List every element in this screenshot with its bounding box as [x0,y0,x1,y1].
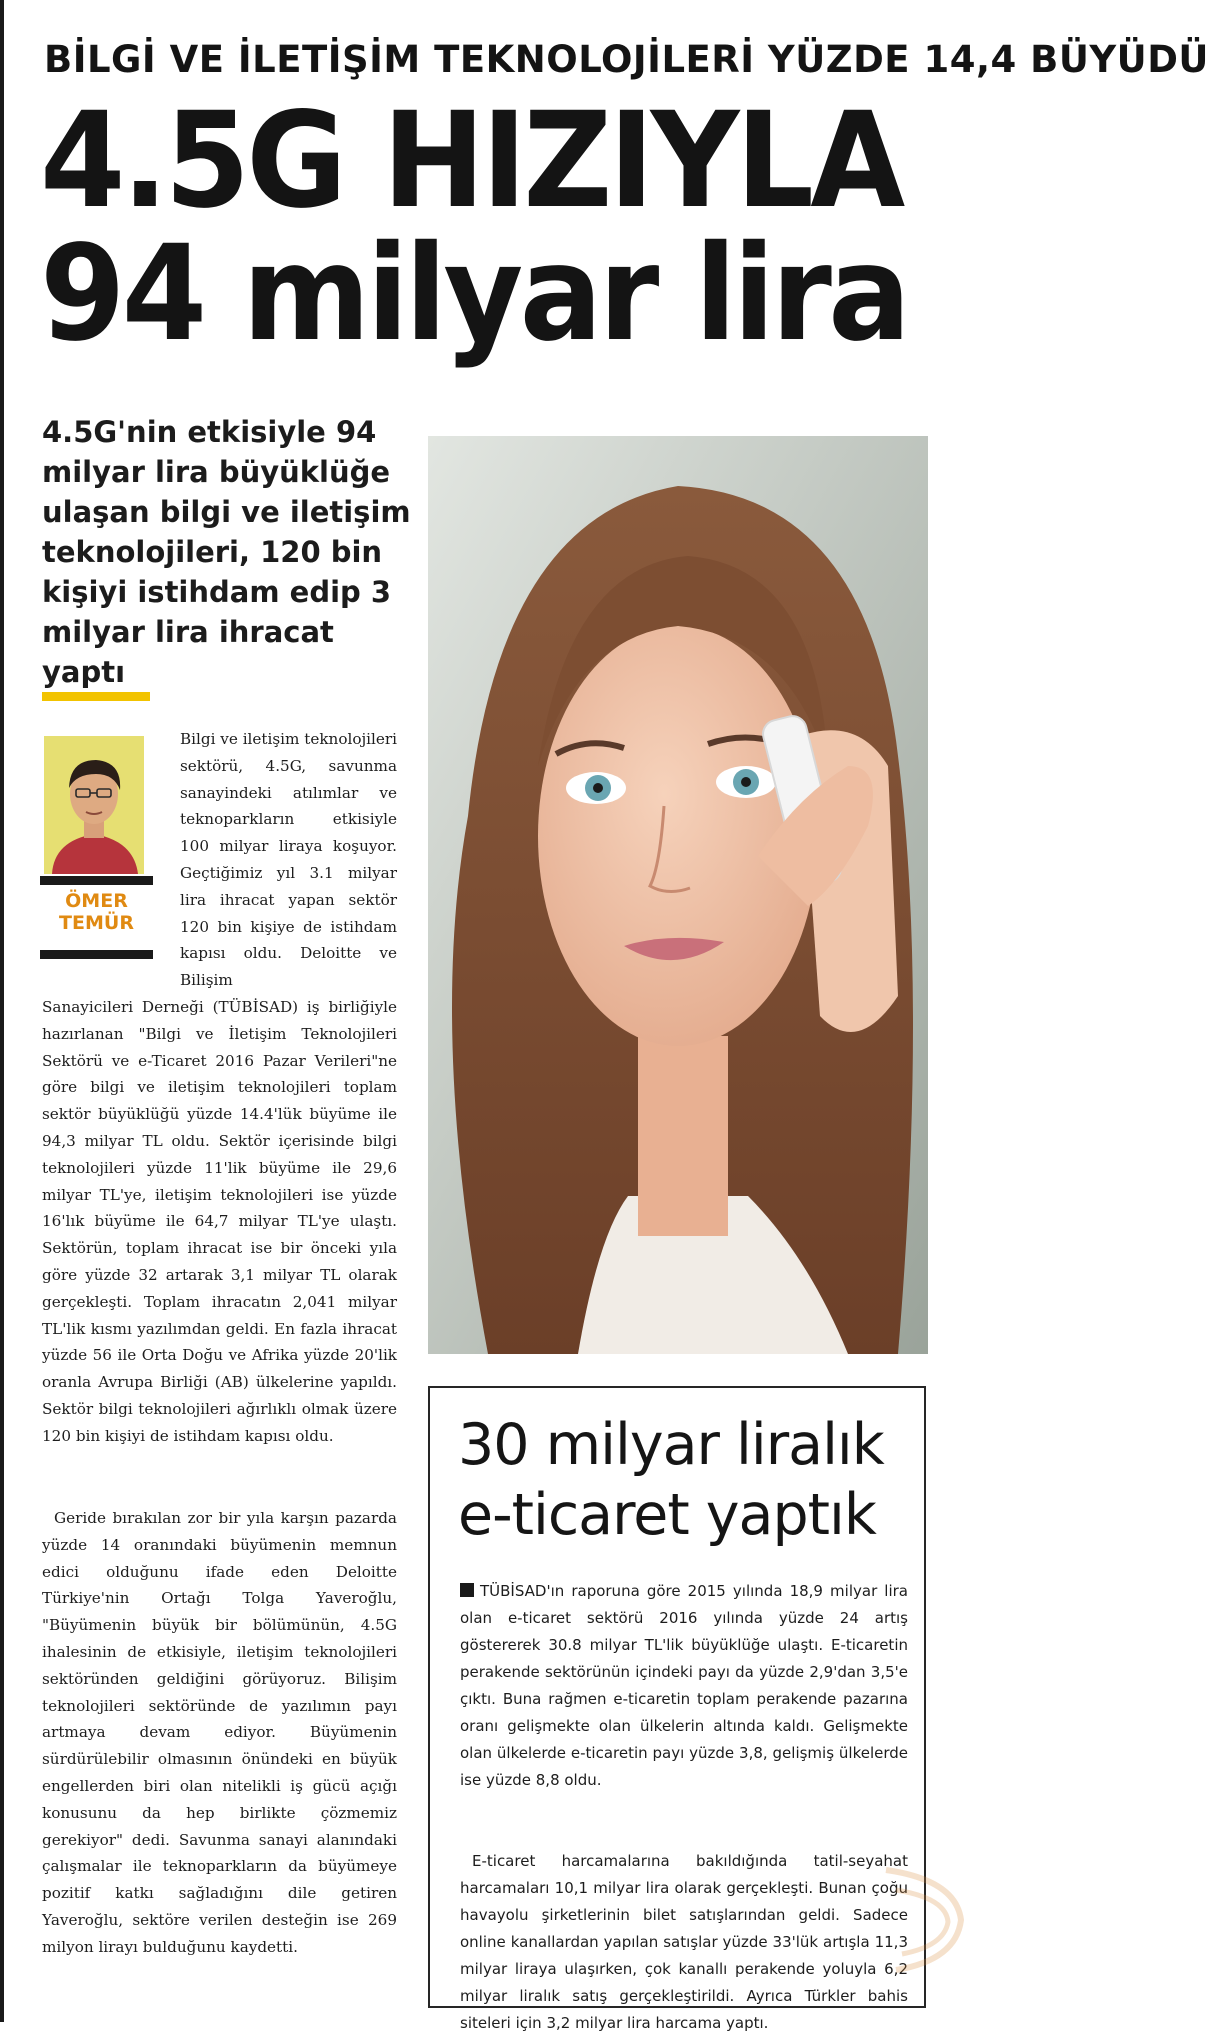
sidebar-box [428,1386,926,2032]
headline-line-2: 94 milyar lira [40,217,908,371]
lede-summary: 4.5G'nin etkisiyle 94 milyar lira büyüklüğe ulaşan bilgi ve iletişim teknolojileri, 120 bin kişiyi istihdam edip 3 milyar lira ihracat yaptı [42,415,411,689]
sidebar-box-paragraph-1 [460,1578,908,1794]
left-column-rule [0,0,4,2022]
bullet-square-icon [460,1583,474,1597]
headline-line-1: 4.5G HIZIYLA [40,84,902,238]
article-paragraph-1 [42,726,397,1450]
sidebar-box-paragraph-1-text: TÜBİSAD'ın raporuna göre 2015 yılında 18,9 milyar lira olan e-ticaret sektörü 2016 yılında yüzde 24 artış göstererek 30.8 milyar TL'lik büyüklüğe ulaştı. E-ticaretin perakende sektörünün içindeki payı da yüzde 2,9'dan 3,5'e çıktı. Buna rağmen e-ticaretin toplam perakende pazarına oranı gelişmekte olan ülkelerin altında kaldı. Gelişmekte olan ülkelerde e-ticaretin payı yüzde 3,8, gelişmiş ülkelerde ise yüzde 8,8 oldu. [460,1582,908,1789]
watermark-icon [866,1850,976,1990]
article-paragraph-1-wrap: Bilgi ve iletişim teknolojileri sektörü, 4.5G, savunma sanayindeki atılımlar ve teknoparkların etkisiyle 100 milyar liraya koşuyor. Geçtiğimiz yıl 3.1 milyar lira ihracat yapan sektör 120 bin kişiye de istihdam kapısı oldu. Deloitte ve Bilişim [180,730,397,990]
author-first-name: ÖMER [65,890,128,912]
sidebar-box-title-line-2: e-ticaret yaptık [458,1482,876,1548]
sidebar-box-title-line-1: 30 milyar liralık [458,1412,884,1478]
accent-bar [42,692,150,701]
author-last-name: TEMÜR [59,912,134,934]
woman-phone-photo [428,436,928,1354]
sidebar-box-paragraph-2: E-ticaret harcamalarına bakıldığında tatil-seyahat harcamaları 10,1 milyar lira olarak gerçekleşti. Bunan çoğu havayolu şirketlerinin bilet satışlarından geldi. Sadece online kanallardan yapılan satışlar yüzde 33'lük artışla 11,3 milyar liraya ulaşırken, çok kanallı perakende yoluyla 6,2 milyar liralık satış gerçekleştirildi. Ayrıca Türkler bahis siteleri için 3,2 milyar lira harcama yaptı. [460,1852,908,2032]
article-paragraph-2: Geride bırakılan zor bir yıla karşın pazarda yüzde 14 oranındaki büyümenin memnun edici olduğunu ifade eden Deloitte Türkiye'nin Ortağı Tolga Yaveroğlu, "Büyümenin büyük bir bölümünün, 4.5G ihalesinin de etkisiyle, iletişim teknolojileri sektöründen geldiğini görüyoruz. Bilişim teknolojileri sektöründe de yazılımın payı artmaya devam ediyor. Büyümenin sürdürülebilir olmasının önündeki en büyük engellerden biri olan nitelikli iş gücü açığı konusunu da hep birlikte çözmemiz gerekiyor" dedi. Savunma sanayi alanındaki çalışmalar ile teknoparkların da büyümeye pozitif katkı sağladığını dile getiren Yaveroğlu, sektöre verilen desteğin ise 269 milyon lirayı bulduğunu kaydetti. [42,1509,397,1956]
article-paragraph-1-continued: Sanayicileri Derneği (TÜBİSAD) iş birliğiyle hazırlanan "Bilgi ve İletişim Teknolojileri Sektörü ve e-Ticaret 2016 Pazar Verileri"ne göre bilgi ve iletişim teknolojileri toplam sektör büyüklüğü yüzde 14.4'lük büyüme ile 94,3 milyar TL oldu. Sektör içerisinde bilgi teknolojileri yüzde 11'lik büyüme ile 29,6 milyar TL'ye, iletişim teknolojileri ise yüzde 16'lık büyüme ile 64,7 milyar TL'ye ulaştı. Sektörün, toplam ihracat ise bir önceki yıla göre yüzde 32 artarak 3,1 milyar TL olarak gerçekleşti. Toplam ihracatın 2,041 milyar TL'lik kısmı yazılımdan geldi. En fazla ihracat yüzde 56 ile Orta Doğu ve Afrika yüzde 20'lik oranla Avrupa Birliği (AB) ülkelerine yapıldı. Sektör bilgi teknolojileri ağırlıklı olmak üzere 120 bin kişiyi de istihdam kapısı oldu. [42,997,397,1445]
sidebar-box-title [458,1410,918,1550]
kicker-headline: BİLGİ VE İLETİŞİM TEKNOLOJİLERİ YÜZDE 14,4 BÜYÜDÜ [44,38,1209,81]
